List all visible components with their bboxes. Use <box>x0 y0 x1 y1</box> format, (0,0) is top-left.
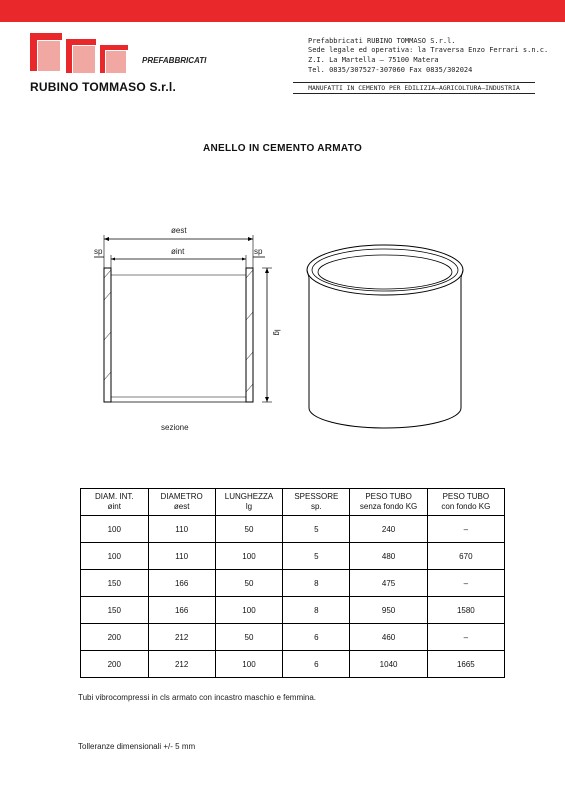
table-cell: – <box>427 570 504 597</box>
table-cell: 670 <box>427 543 504 570</box>
column-header: LUNGHEZZA lg <box>215 489 282 516</box>
table-cell: 200 <box>81 651 149 678</box>
table-cell: 100 <box>81 516 149 543</box>
table-cell: 8 <box>283 570 350 597</box>
header-info-line: Z.I. La Martella — 75100 Matera <box>308 56 439 64</box>
header-info-line: Prefabbricati RUBINO TOMMASO S.r.l. <box>308 37 456 45</box>
table-cell: 475 <box>350 570 427 597</box>
thickness-label-right: sp <box>254 247 263 256</box>
table-cell: 6 <box>283 651 350 678</box>
table-cell: 6 <box>283 624 350 651</box>
diam-int-label: øint <box>171 247 185 256</box>
table-cell: 460 <box>350 624 427 651</box>
diam-est-label: øest <box>171 226 187 235</box>
length-label: lg <box>272 329 282 336</box>
table-cell: 50 <box>215 624 282 651</box>
header-info-line: Tel. 0835/307527-307060 Fax 0835/302024 <box>308 66 473 74</box>
table-cell: 100 <box>215 597 282 624</box>
thickness-label-left: sp <box>94 247 103 256</box>
table-cell: 150 <box>81 570 149 597</box>
header-info-line: Sede legale ed operativa: la Traversa Enzo Ferrari s.n.c. <box>308 46 549 54</box>
table-cell: 50 <box>215 516 282 543</box>
table-cell: 110 <box>148 516 215 543</box>
table-cell: – <box>427 516 504 543</box>
table-row <box>81 624 505 651</box>
spec-table <box>80 488 505 678</box>
column-header: PESO TUBO con fondo KG <box>427 489 504 516</box>
column-header: SPESSORE sp. <box>283 489 350 516</box>
table-cell: 166 <box>148 597 215 624</box>
table-cell: 1040 <box>350 651 427 678</box>
table-cell: 100 <box>81 543 149 570</box>
prefabbricati-label: PREFABBRICATI <box>142 56 207 65</box>
table-row <box>81 651 505 678</box>
table-row <box>81 597 505 624</box>
table-cell: 200 <box>81 624 149 651</box>
column-header: DIAM. INT. øint <box>81 489 149 516</box>
table-cell: 5 <box>283 543 350 570</box>
table-cell: 50 <box>215 570 282 597</box>
table-cell: 5 <box>283 516 350 543</box>
page-title: ANELLO IN CEMENTO ARMATO <box>202 143 363 154</box>
table-cell: 150 <box>81 597 149 624</box>
table-cell: 212 <box>148 624 215 651</box>
product-note: Tubi vibrocompressi in cls armato con incastro maschio e femmina. <box>78 693 317 702</box>
table-cell: 1665 <box>427 651 504 678</box>
table-header-row <box>81 489 505 516</box>
table-cell: 100 <box>215 651 282 678</box>
company-name: RUBINO TOMMASO S.r.l. <box>30 80 176 94</box>
column-header: PESO TUBO senza fondo KG <box>350 489 427 516</box>
header-tagline: MANUFATTI IN CEMENTO PER EDILIZIA–AGRICOLTURA–INDUSTRIA <box>293 82 535 94</box>
table-row <box>81 516 505 543</box>
table-cell: 100 <box>215 543 282 570</box>
column-header: DIAMETRO øest <box>148 489 215 516</box>
table-cell: 240 <box>350 516 427 543</box>
table-cell: – <box>427 624 504 651</box>
table-cell: 950 <box>350 597 427 624</box>
table-cell: 110 <box>148 543 215 570</box>
table-row <box>81 570 505 597</box>
table-row <box>81 543 505 570</box>
tolerance-note: Tolleranze dimensionali +/- 5 mm <box>78 742 196 751</box>
table-cell: 166 <box>148 570 215 597</box>
section-label: sezione <box>161 423 189 432</box>
table-cell: 8 <box>283 597 350 624</box>
table-cell: 212 <box>148 651 215 678</box>
table-cell: 480 <box>350 543 427 570</box>
table-cell: 1580 <box>427 597 504 624</box>
